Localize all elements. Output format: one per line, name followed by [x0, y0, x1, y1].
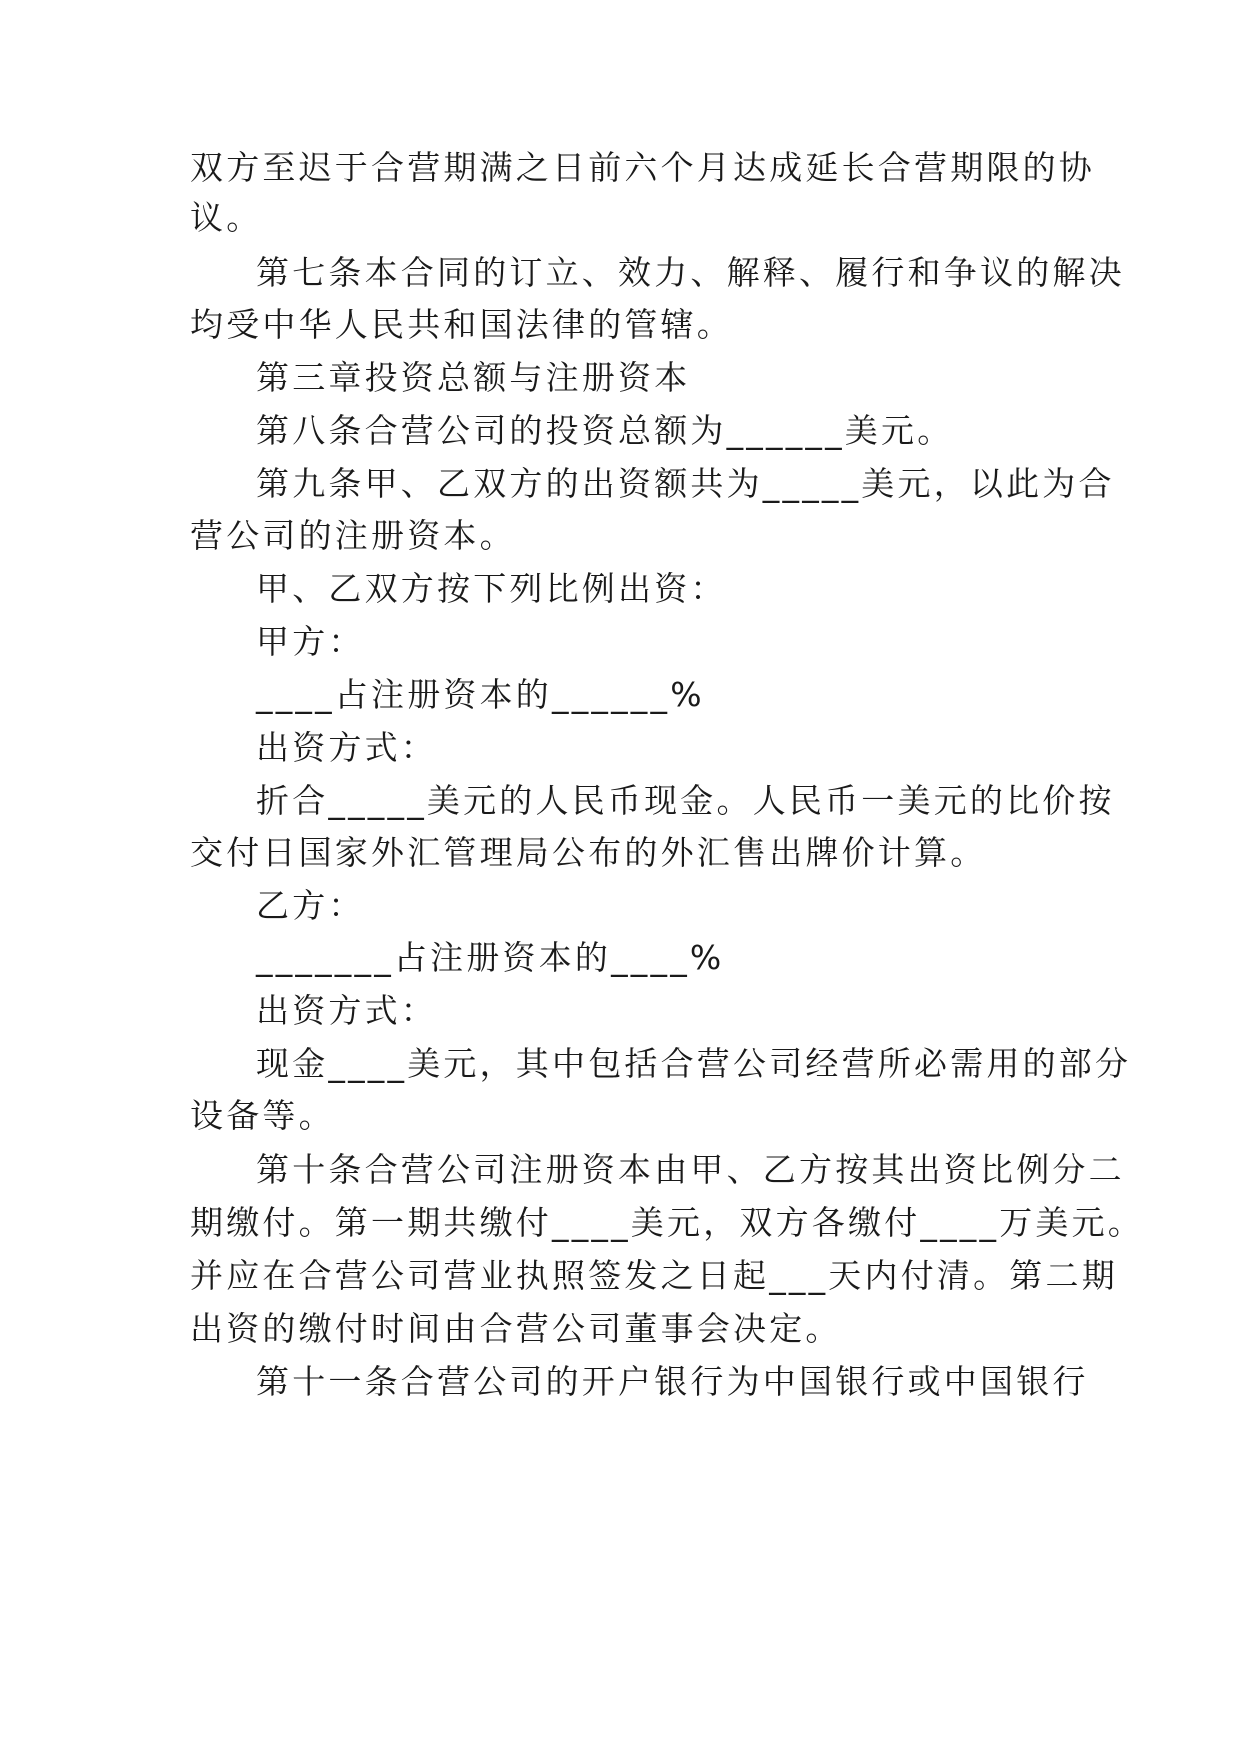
text-line: 期缴付。第一期共缴付____美元，双方各缴付____万美元。 — [190, 1203, 1144, 1242]
text-line: 第十条合营公司注册资本由甲、乙方按其出资比例分二 — [256, 1150, 1125, 1189]
text-line: 并应在合营公司营业执照签发之日起___天内付清。第二期 — [190, 1256, 1118, 1295]
text-line: 交付日国家外汇管理局公布的外汇售出牌价计算。 — [190, 833, 987, 872]
text-line: 甲方： — [256, 622, 365, 661]
text-line: 议。 — [190, 198, 263, 237]
text-line: 出资的缴付时间由合营公司董事会决定。 — [190, 1309, 842, 1348]
text-line: 折合_____美元的人民币现金。人民币一美元的比价按 — [256, 781, 1115, 820]
text-line: _______占注册资本的____% — [256, 938, 725, 977]
text-line: 甲、乙双方按下列比例出资： — [256, 569, 727, 608]
text-line: 现金____美元，其中包括合营公司经营所必需用的部分 — [256, 1044, 1132, 1083]
text-line: 第九条甲、乙双方的出资额共为_____美元，以此为合 — [256, 464, 1115, 503]
text-line: 均受中华人民共和国法律的管辖。 — [190, 305, 733, 344]
text-line: 乙方： — [256, 886, 365, 925]
text-line: 设备等。 — [190, 1096, 335, 1135]
text-line: ____占注册资本的______% — [256, 675, 705, 714]
text-line: 出资方式： — [256, 728, 437, 767]
text-line: 第七条本合同的订立、效力、解释、履行和争议的解决 — [256, 253, 1125, 292]
chapter-heading: 第三章投资总额与注册资本 — [256, 358, 691, 397]
text-line: 第八条合营公司的投资总额为______美元。 — [256, 411, 954, 450]
text-line: 双方至迟于合营期满之日前六个月达成延长合营期限的协 — [190, 148, 1095, 187]
text-line: 营公司的注册资本。 — [190, 516, 516, 555]
text-line: 第十一条合营公司的开户银行为中国银行或中国银行 — [256, 1362, 1089, 1401]
text-line: 出资方式： — [256, 991, 437, 1030]
